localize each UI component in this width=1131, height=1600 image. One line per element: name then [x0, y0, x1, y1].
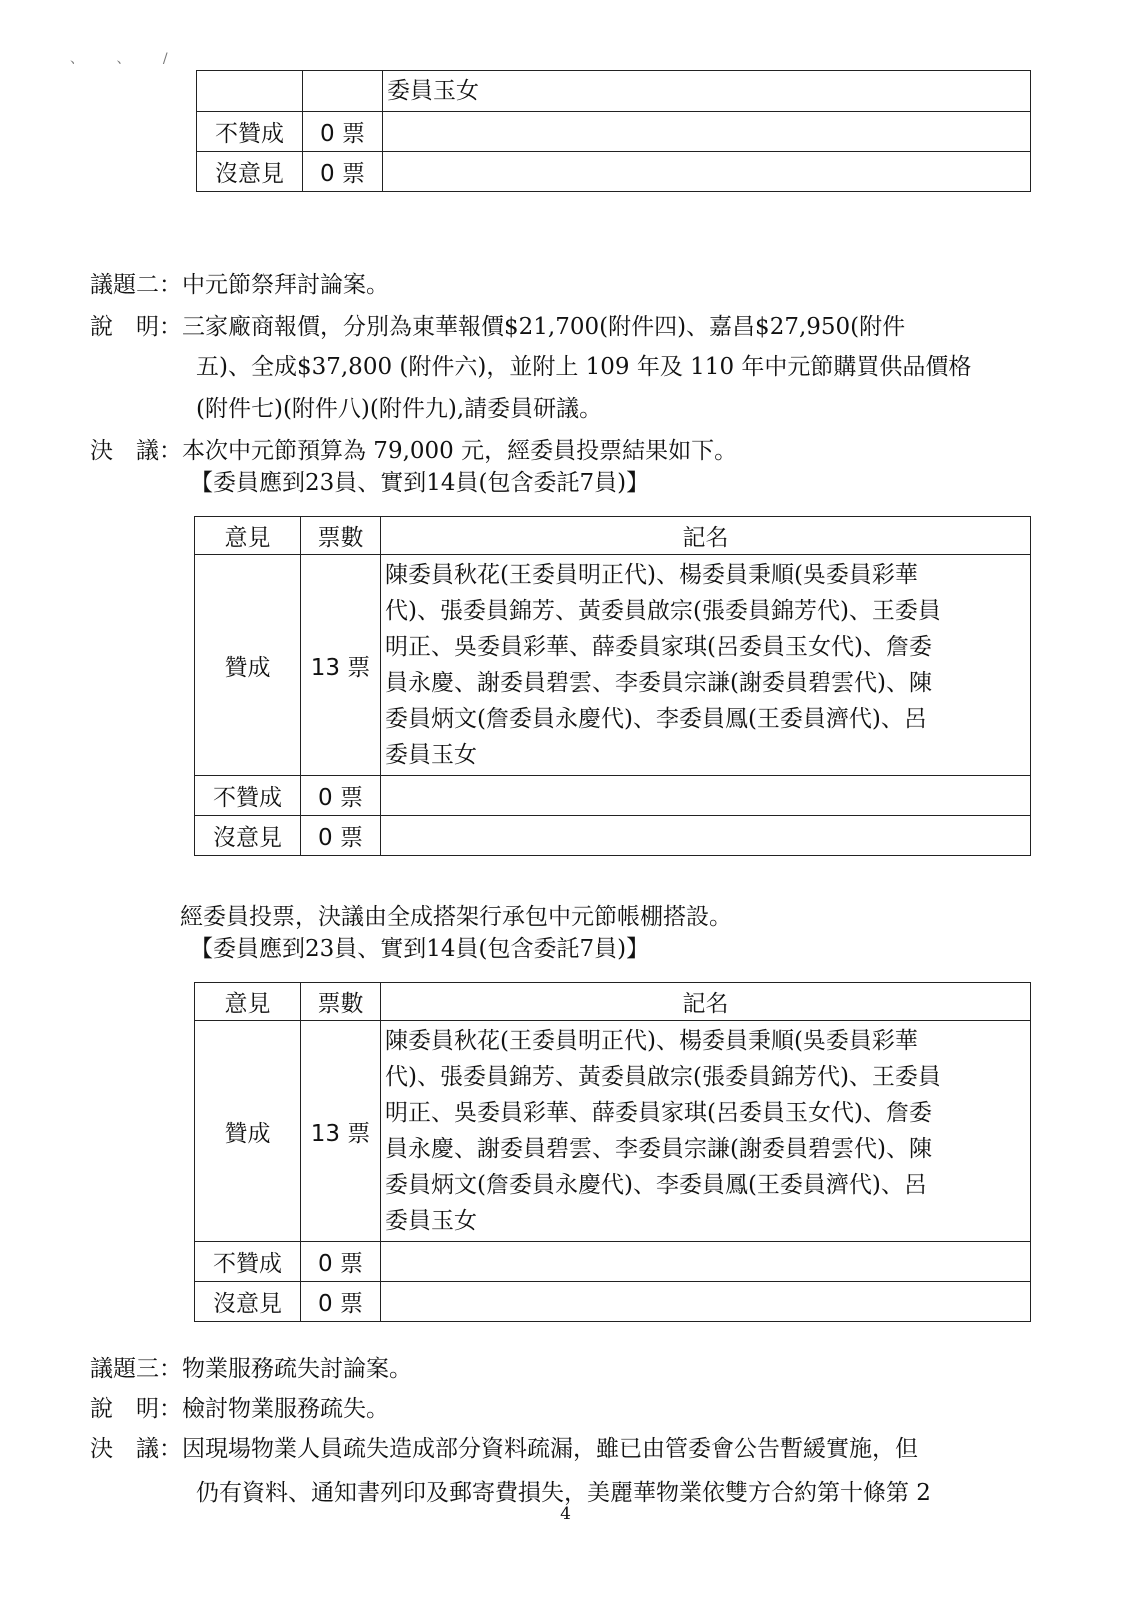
names-cell: 委員玉女: [383, 71, 1031, 112]
name-line: 委員玉女: [385, 1208, 477, 1234]
header-count: 票數: [301, 517, 381, 555]
table-header-row: [195, 517, 1031, 555]
name-line: 明正、吳委員彩華、薛委員家琪(呂委員玉女代)、詹委: [385, 634, 932, 660]
opinion-label: 贊成: [195, 1021, 301, 1242]
opinion-label: 沒意見: [197, 152, 303, 192]
table-row: [197, 152, 1031, 192]
names-cell: [383, 112, 1031, 152]
item-label: 議題二：: [90, 272, 182, 298]
opinion-label: 沒意見: [195, 1282, 301, 1322]
header-opinion: 意見: [195, 517, 301, 555]
item2-desc: [90, 308, 905, 341]
table-row: [197, 112, 1031, 152]
vote-table-2: [194, 516, 1031, 856]
desc-label: 說 明：: [90, 1396, 182, 1422]
empty-cell: [197, 71, 303, 112]
name-line: 員永慶、謝委員碧雲、李委員宗謙(謝委員碧雲代)、陳: [385, 670, 932, 696]
table-row: [195, 1021, 1031, 1242]
table-header-row: [195, 983, 1031, 1021]
header-opinion: 意見: [195, 983, 301, 1021]
res-text: 本次中元節預算為 79,000 元，經委員投票結果如下。: [182, 438, 738, 464]
table-row: [197, 71, 1031, 112]
table-row: [195, 1242, 1031, 1282]
opinion-label: 沒意見: [195, 816, 301, 856]
item2b-text: 經委員投票，決議由全成搭架行承包中元節帳棚搭設。: [180, 904, 732, 930]
name-line: 委員炳文(詹委員永慶代)、李委員鳳(王委員濟代)、呂: [385, 1172, 927, 1198]
scan-marks: 、 、 /: [70, 51, 182, 67]
header-names: 記名: [381, 983, 1031, 1021]
name-line: 陳委員秋花(王委員明正代)、楊委員秉順(吳委員彩華: [385, 562, 918, 588]
opinion-label: 贊成: [195, 555, 301, 776]
item3-desc: [90, 1390, 389, 1423]
vote-count: 13 票: [301, 555, 381, 776]
names-cell: [381, 1242, 1031, 1282]
vote-table-3: [194, 982, 1031, 1322]
opinion-label: 不贊成: [195, 1242, 301, 1282]
name-line: 明正、吳委員彩華、薛委員家琪(呂委員玉女代)、詹委: [385, 1100, 932, 1126]
page-number: 4: [560, 1504, 571, 1524]
item2-resolution: [90, 432, 737, 465]
vote-table-1: [196, 70, 1031, 192]
vote-count: 13 票: [301, 1021, 381, 1242]
vote-count: 0 票: [301, 776, 381, 816]
names-cell: [383, 152, 1031, 192]
table-row: [195, 1282, 1031, 1322]
item3-title: [90, 1350, 412, 1383]
name-line: 委員玉女: [385, 742, 477, 768]
item-label: 議題三：: [90, 1356, 182, 1382]
name-line: 代)、張委員錦芳、黃委員啟宗(張委員錦芳代)、王委員: [385, 1064, 941, 1090]
res-text: 因現場物業人員疏失造成部分資料疏漏，雖已由管委會公告暫緩實施，但: [182, 1436, 918, 1462]
item3-resolution: [90, 1430, 918, 1463]
desc-text: 三家廠商報價，分別為東華報價$21,700(附件四)、嘉昌$27,950(附件: [182, 314, 906, 340]
name-line: 代)、張委員錦芳、黃委員啟宗(張委員錦芳代)、王委員: [385, 598, 941, 624]
name-line: 陳委員秋花(王委員明正代)、楊委員秉順(吳委員彩華: [385, 1028, 918, 1054]
desc-text: 檢討物業服務疏失。: [182, 1396, 389, 1422]
item2-desc-line3: (附件七)(附件八)(附件九),請委員研議。: [196, 396, 603, 422]
vote-count: 0 票: [303, 152, 383, 192]
names-cell: [381, 555, 1031, 776]
name-line: 委員炳文(詹委員永慶代)、李委員鳳(王委員濟代)、呂: [385, 706, 927, 732]
item-title: 中元節祭拜討論案。: [182, 272, 389, 298]
names-cell: [381, 1021, 1031, 1242]
opinion-label: 不贊成: [195, 776, 301, 816]
table-row: [195, 816, 1031, 856]
vote-count: 0 票: [301, 1242, 381, 1282]
empty-cell: [303, 71, 383, 112]
item2-title: [90, 266, 389, 299]
vote-count: 0 票: [301, 1282, 381, 1322]
header-names: 記名: [381, 517, 1031, 555]
res-label: 決 議：: [90, 438, 182, 464]
res-label: 決 議：: [90, 1436, 182, 1462]
item2-desc-line2: 五)、全成$37,800 (附件六)，並附上 109 年及 110 年中元節購買供品價格: [196, 354, 972, 380]
table-row: [195, 776, 1031, 816]
vote-count: 0 票: [301, 816, 381, 856]
name-line: 員永慶、謝委員碧雲、李委員宗謙(謝委員碧雲代)、陳: [385, 1136, 932, 1162]
header-count: 票數: [301, 983, 381, 1021]
vote-count: 0 票: [303, 112, 383, 152]
item3-resolution-line2: 仍有資料、通知書列印及郵寄費損失，美麗華物業依雙方合約第十條第 2: [196, 1480, 931, 1506]
names-cell: [381, 776, 1031, 816]
desc-label: 說 明：: [90, 314, 182, 340]
attendance-line-2: 【委員應到23員、實到14員(包含委託7員)】: [190, 936, 650, 962]
attendance-line: 【委員應到23員、實到14員(包含委託7員)】: [190, 470, 650, 496]
opinion-label: 不贊成: [197, 112, 303, 152]
table-row: [195, 555, 1031, 776]
item-title: 物業服務疏失討論案。: [182, 1356, 412, 1382]
names-cell: [381, 816, 1031, 856]
names-cell: [381, 1282, 1031, 1322]
